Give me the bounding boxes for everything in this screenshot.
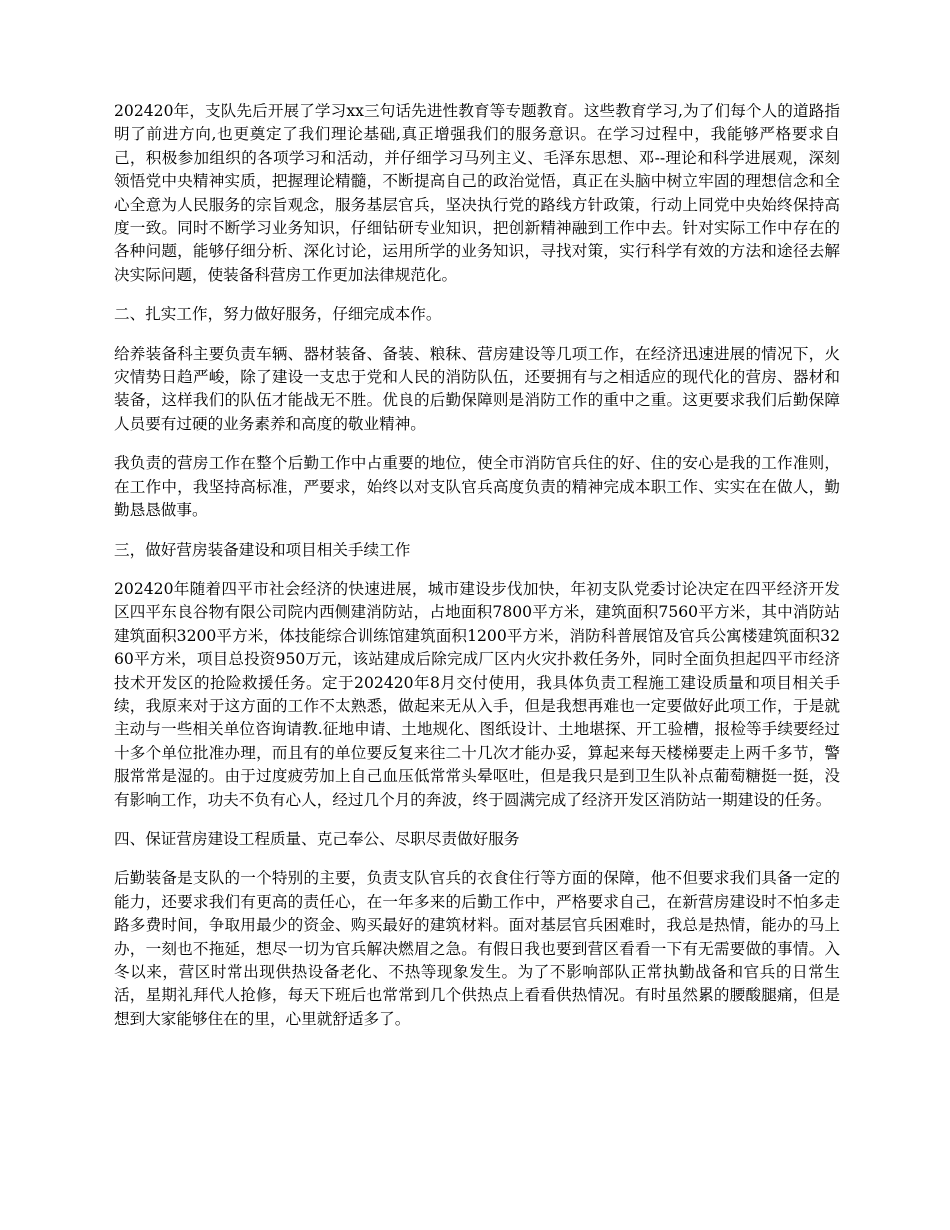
section-heading-3: 三，做好营房装备建设和项目相关手续工作 [114,540,411,559]
paragraph-logistics-service: 后勤装备是支队的一个特别的主要，负责支队官兵的衣食住行等方面的保障，他不但要求我们具备一定的能力，还要求我们有更高的责任心，在一年多来的后勤工作中，严格要求自己，在新营房建设时不怕多走路多费时间，争取用最少的资金、购买最好的建筑材料。面对基层官兵困难时，我总是热情，能办的马上办，一刻也不拖延，想尽一切为官兵解决燃眉之急。有假日我也要到营区看看一下有无需要做的事情。入冬以来，营区时常出现供热设备老化、不热等现象发生。为了不影响部队正常执勤战备和官兵的日常生活，星期礼拜代人抢修，每天下班后也常常到几个供热点上看看供热情况。有时虽然累的腰酸腿痛，但是想到大家能够住在的里，心里就舒适多了。 [114,869,840,1028]
paragraph-supply-department: 给养装备科主要负责车辆、器材装备、备装、粮秣、营房建设等几项工作，在经济迅速进展的情况下，火灾情势日趋严峻，除了建设一支忠于党和人民的消防队伍，还要拥有与之相适应的现代化的营房、器材和装备，这样我们的队伍才能战无不胜。优良的后勤保障则是消防工作的重中之重。这更要求我们后勤保障人员要有过硬的业务素养和高度的敬业精神。 [114,344,840,433]
section-heading-4: 四、保证营房建设工程质量、克己奉公、尽职尽责做好服务 [114,829,520,848]
paragraph-study-education: 202420年，支队先后开展了学习xx三句话先进性教育等专题教育。这些教育学习,为了们每个人的道路指明了前进方向,也更奠定了我们理论基础,真正增强我们的服务意识。在学习过程中，我能够严格要求自己，积极参加组织的各项学习和活动，并仔细学习马列主义、毛泽东思想、邓--理论和科学进展观，深刻领悟党中央精神实质，把握理论精髓，不断提高自己的政治觉悟，真正在头脑中树立牢固的理想信念和全心全意为人民服务的宗旨观念，服务基层官兵，坚决执行党的路线方针政策，行动上同党中央始终保持高度一致。同时不断学习业务知识，仔细钻研专业知识，把创新精神融到工作中去。针对实际工作中存在的各种问题，能够仔细分析、深化讨论，运用所学的业务知识，寻找对策，实行科学有效的方法和途径去解决实际问题，使装备科营房工作更加法律规范化。 [114,102,840,284]
paragraph-fire-station-project: 202420年随着四平市社会经济的快速进展，城市建设步伐加快，年初支队党委讨论决定在四平经济开发区四平东良谷物有限公司院内西侧建消防站，占地面积7800平方米，建筑面积7560平方米，其中消防站建筑面积3200平方米，体技能综合训练馆建筑面积1200平方米，消防科普展馆及官兵公寓楼建筑面积3260平方米，项目总投资950万元，该站建成后除完成厂区内火灾扑救任务外，同时全面负担起四平市经济技术开发区的抢险救援任务。定于202420年8月交付使用，我具体负责工程施工建设质量和项目相关手续，我原来对于这方面的工作不太熟悉，做起来无从入手，但是我想再难也一定要做好此项工作，于是就主动与一些相关单位咨询请教.征地申请、土地规化、图纸设计、土地堪探、开工验槽，报检等手续要经过十多个单位批准办理，而且有的单位要反复来往二十几次才能办妥，算起来每天楼梯要走上两千多节，警服常常是湿的。由于过度疲劳加上自己血压低常常头晕呕吐，但是我只是到卫生队补点葡萄糖挺一挺，没有影响工作，功夫不负有心人，经过几个月的奔波，终于圆满完成了经济开发区消防站一期建设的任务。 [114,579,840,809]
paragraph-barracks-work: 我负责的营房工作在整个后勤工作中占重要的地位，使全市消防官兵住的好、住的安心是我的工作准则，在工作中，我坚持高标准，严要求，始终以对支队官兵高度负责的精神完成本职工作、实实在在做人，勤勤恳恳做事。 [114,454,840,520]
document-page [114,100,840,1047]
section-heading-2: 二、扎实工作，努力做好服务，仔细完成本作。 [114,305,442,324]
